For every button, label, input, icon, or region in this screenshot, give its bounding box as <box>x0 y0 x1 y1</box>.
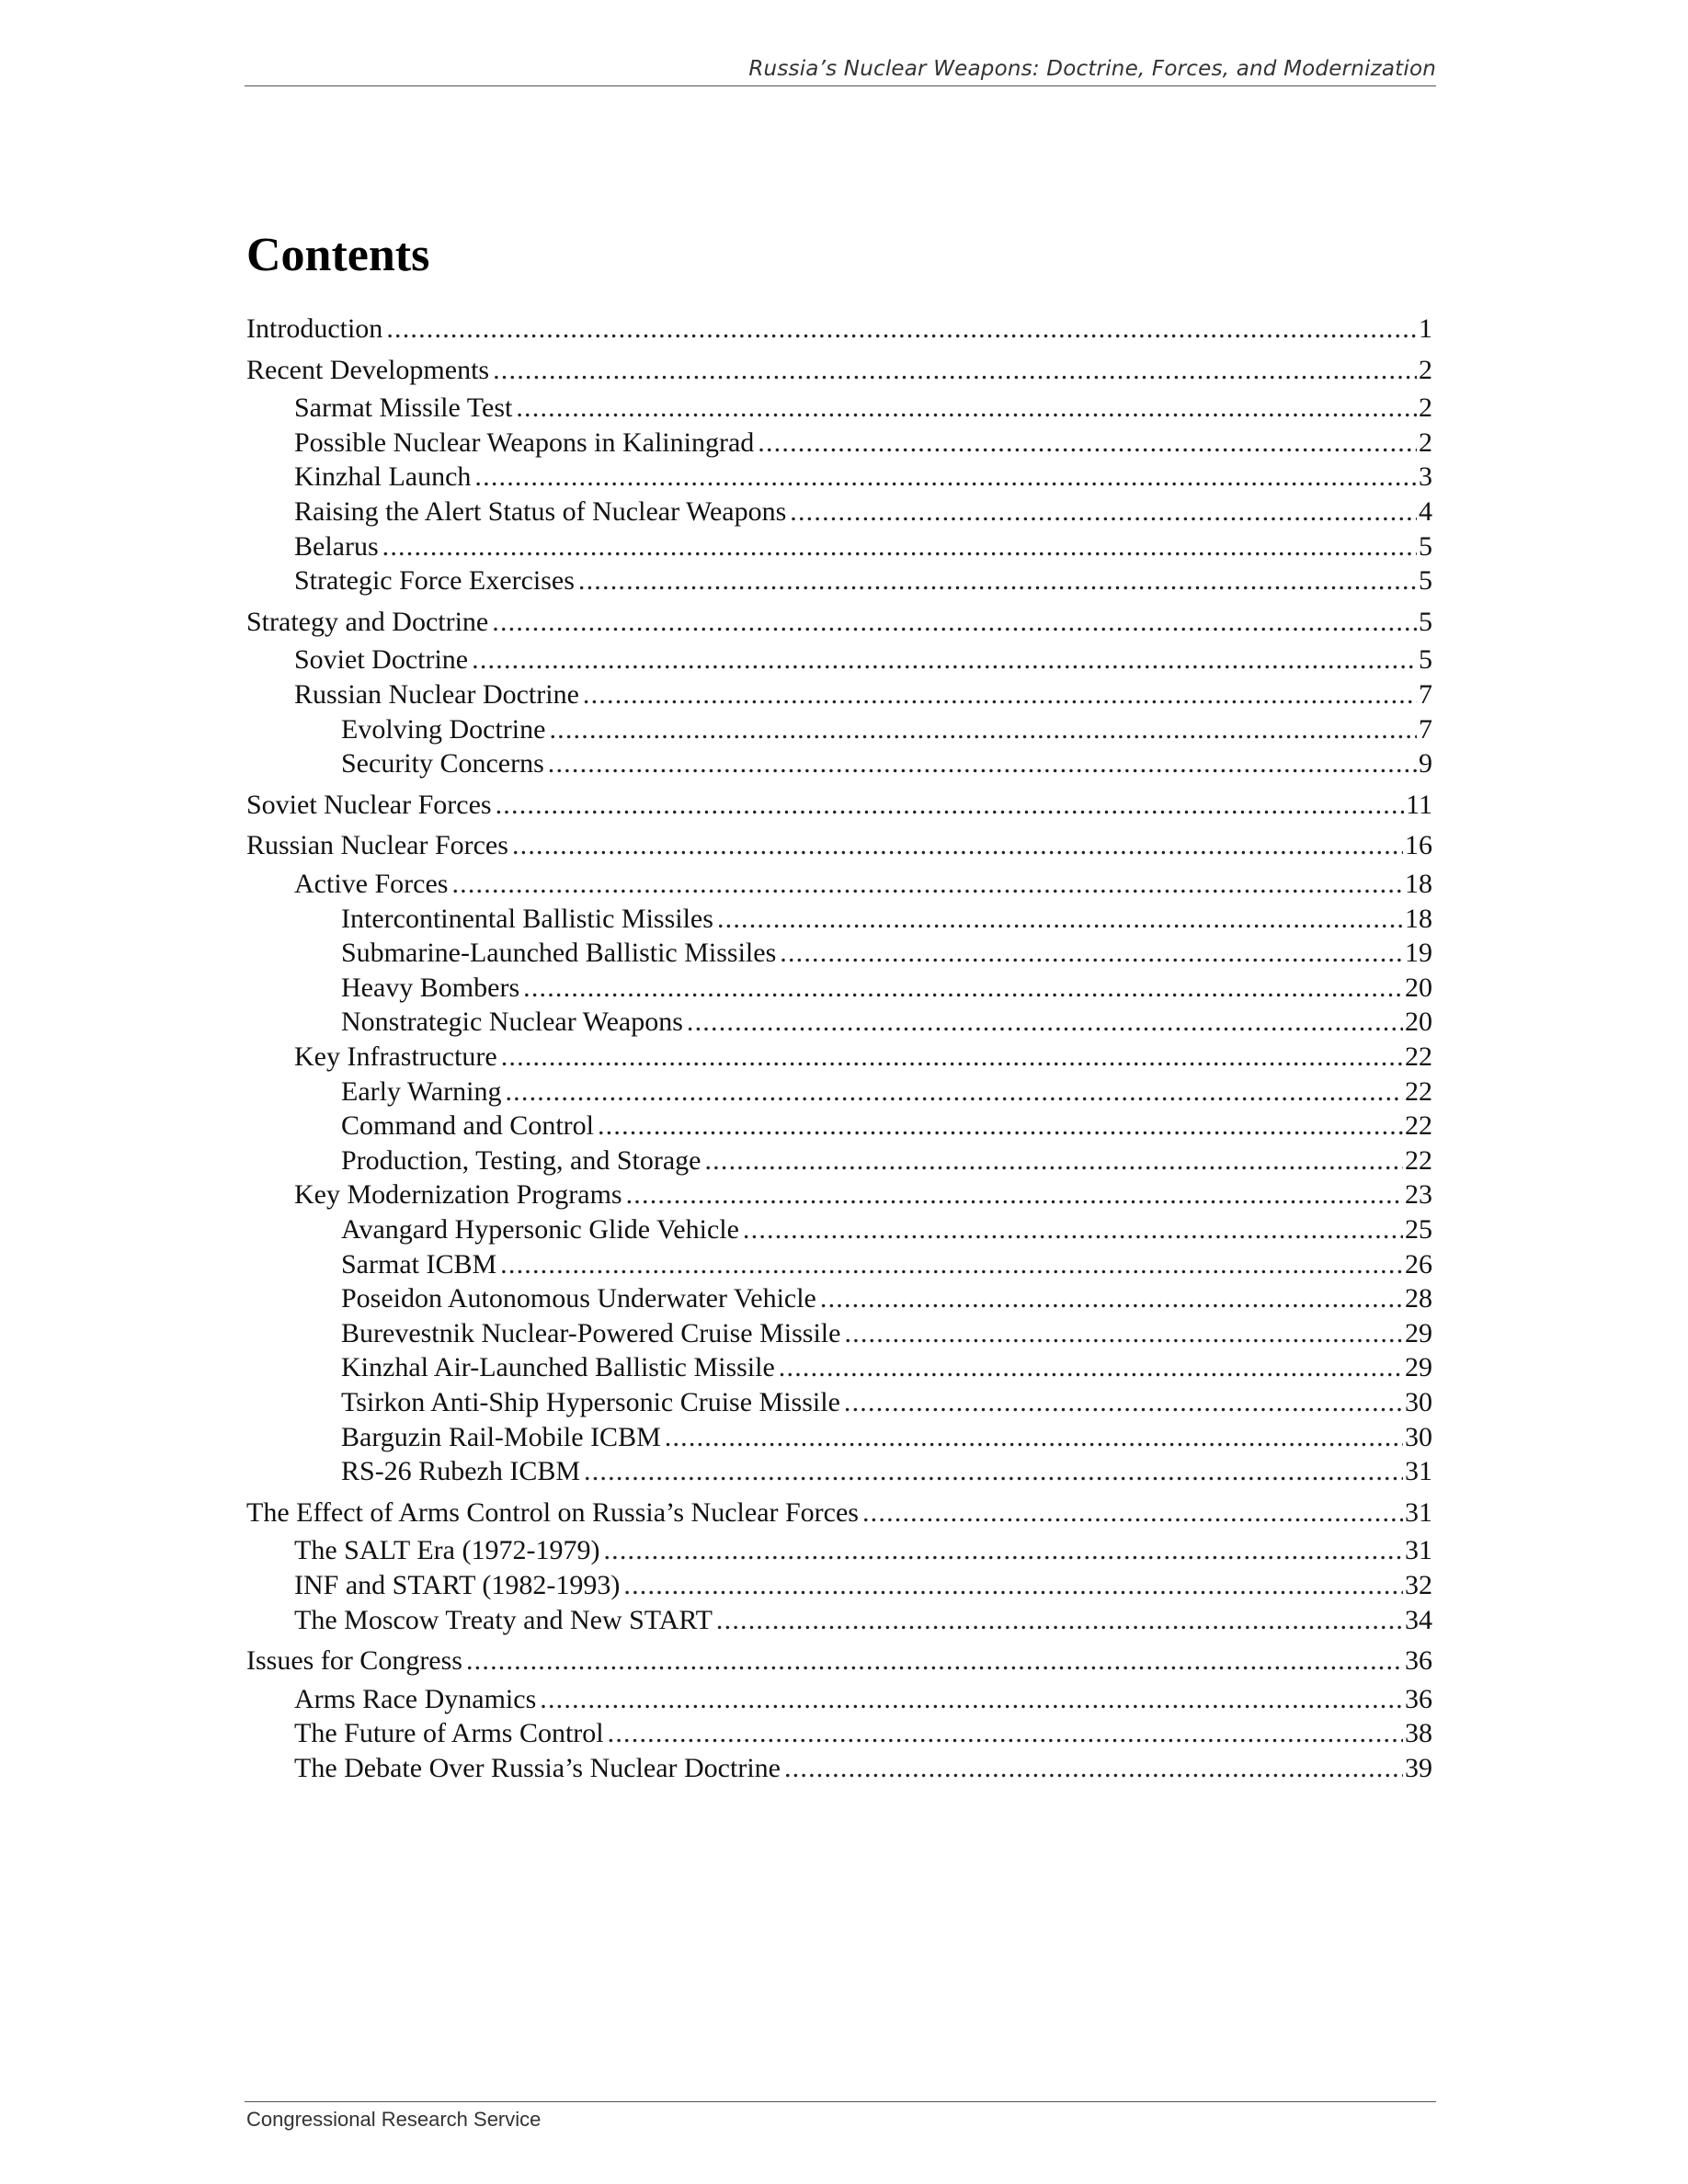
toc-entry[interactable] <box>246 1683 1432 1716</box>
toc-entry[interactable] <box>246 530 1432 563</box>
toc-entry[interactable] <box>246 392 1432 425</box>
toc-entry[interactable] <box>246 1075 1432 1109</box>
toc-leader-dots <box>512 829 1403 862</box>
toc-entry[interactable] <box>246 829 1432 862</box>
toc-entry[interactable] <box>246 1752 1432 1785</box>
toc-entry-label: Russian Nuclear Forces <box>246 830 508 861</box>
toc-leader-dots <box>687 1006 1403 1039</box>
toc-entry[interactable] <box>246 868 1432 901</box>
toc-leader-dots <box>717 903 1403 936</box>
toc-entry-page: 39 <box>1405 1753 1432 1783</box>
toc-entry[interactable] <box>246 972 1432 1005</box>
toc-leader-dots <box>451 868 1403 901</box>
toc-entry-page: 3 <box>1419 461 1432 493</box>
toc-leader-dots <box>790 495 1417 529</box>
toc-entry[interactable] <box>246 1144 1432 1177</box>
toc-entry-page: 2 <box>1419 392 1432 424</box>
footer-rule <box>245 2101 1436 2102</box>
toc-entry[interactable] <box>246 903 1432 936</box>
toc-entry[interactable] <box>246 713 1432 746</box>
toc-leader-dots <box>548 747 1417 780</box>
toc-leader-dots <box>466 1644 1403 1678</box>
toc-entry-label: Belarus <box>294 530 379 562</box>
toc-entry-page: 5 <box>1419 565 1432 597</box>
toc-entry[interactable] <box>246 1282 1432 1315</box>
toc-entry[interactable] <box>246 606 1432 639</box>
toc-entry-page: 5 <box>1419 530 1432 562</box>
toc-entry[interactable] <box>246 1178 1432 1211</box>
toc-entry-page: 32 <box>1405 1570 1432 1600</box>
toc-entry[interactable] <box>246 937 1432 970</box>
toc-entry-label: The Debate Over Russia’s Nuclear Doctrine <box>294 1753 781 1783</box>
toc-entry-label: Issues for Congress <box>246 1645 462 1677</box>
toc-entry[interactable] <box>246 1317 1432 1350</box>
toc-entry-label: Evolving Doctrine <box>341 713 546 745</box>
toc-entry[interactable] <box>246 1496 1432 1530</box>
toc-leader-dots <box>492 606 1417 639</box>
toc-entry-page: 22 <box>1405 1075 1432 1107</box>
toc-leader-dots <box>584 1455 1403 1488</box>
toc-entry-label: Recent Developments <box>246 354 490 385</box>
toc-entry-page: 31 <box>1405 1456 1432 1487</box>
toc-leader-dots <box>500 1248 1403 1281</box>
toc-entry[interactable] <box>246 747 1432 780</box>
toc-leader-dots <box>386 313 1417 346</box>
toc-entry-label: Early Warning <box>341 1075 502 1107</box>
toc-leader-dots <box>501 1041 1403 1074</box>
toc-entry-label: Sarmat ICBM <box>341 1248 497 1280</box>
toc-entry-label: Arms Race Dynamics <box>294 1683 537 1714</box>
toc-entry-page: 5 <box>1419 644 1432 676</box>
toc-entry-label: RS-26 Rubezh ICBM <box>341 1456 581 1487</box>
toc-leader-dots <box>505 1075 1403 1109</box>
toc-entry-label: Key Modernization Programs <box>294 1179 622 1211</box>
toc-entry-page: 30 <box>1405 1421 1432 1452</box>
toc-leader-dots <box>598 1109 1403 1143</box>
toc-entry-label: Command and Control <box>341 1110 594 1142</box>
toc-entry-page: 34 <box>1405 1604 1432 1635</box>
toc-leader-dots <box>844 1317 1403 1350</box>
toc-leader-dots <box>780 937 1403 970</box>
toc-entry-label: The Future of Arms Control <box>294 1718 604 1749</box>
toc-entry[interactable] <box>246 1041 1432 1074</box>
toc-entry-page: 1 <box>1419 313 1432 344</box>
toc-leader-dots <box>779 1351 1403 1384</box>
toc-entry-label: Raising the Alert Status of Nuclear Weapons <box>294 496 787 527</box>
toc-entry-page: 29 <box>1405 1317 1432 1348</box>
toc-leader-dots <box>704 1144 1403 1177</box>
toc-leader-dots <box>862 1496 1403 1530</box>
toc-leader-dots <box>608 1717 1403 1750</box>
toc-entry-page: 23 <box>1405 1179 1432 1211</box>
toc-entry-page: 2 <box>1419 427 1432 458</box>
footer-source: Congressional Research Service <box>246 2108 542 2131</box>
toc-entry-label: Possible Nuclear Weapons in Kaliningrad <box>294 427 755 458</box>
toc-leader-dots <box>820 1282 1403 1315</box>
toc-entry-page: 26 <box>1405 1248 1432 1280</box>
toc-leader-dots <box>603 1534 1403 1567</box>
toc-entry-label: Strategy and Doctrine <box>246 606 489 637</box>
toc-entry[interactable] <box>246 1534 1432 1567</box>
toc-entry[interactable] <box>246 1006 1432 1039</box>
toc-leader-dots <box>583 678 1417 711</box>
toc-leader-dots <box>516 392 1417 425</box>
toc-entry[interactable] <box>246 1455 1432 1488</box>
toc-entry-page: 38 <box>1405 1718 1432 1749</box>
toc-entry-label: Production, Testing, and Storage <box>341 1144 701 1176</box>
toc-entry-page: 36 <box>1405 1683 1432 1714</box>
toc-entry[interactable] <box>246 1644 1432 1678</box>
toc-leader-dots <box>743 1213 1403 1246</box>
toc-entry-page: 18 <box>1405 903 1432 934</box>
toc-entry-page: 30 <box>1405 1387 1432 1417</box>
toc-entry[interactable] <box>246 643 1432 677</box>
toc-entry-page: 28 <box>1405 1283 1432 1314</box>
toc-entry-label: Barguzin Rail-Mobile ICBM <box>341 1421 661 1452</box>
toc-entry-page: 22 <box>1405 1041 1432 1072</box>
toc-entry-page: 7 <box>1419 679 1432 710</box>
toc-entry-page: 36 <box>1405 1645 1432 1677</box>
toc-leader-dots <box>784 1752 1403 1785</box>
toc-leader-dots <box>626 1178 1403 1211</box>
toc-entry-label: Introduction <box>246 313 383 344</box>
toc-entry-page: 25 <box>1405 1214 1432 1245</box>
toc-entry-page: 20 <box>1405 1007 1432 1038</box>
toc-entry-label: Burevestnik Nuclear-Powered Cruise Missile <box>341 1317 841 1348</box>
toc-leader-dots <box>496 789 1405 822</box>
toc-entry-page: 9 <box>1419 748 1432 779</box>
toc-leader-dots <box>623 1569 1403 1602</box>
toc-entry[interactable] <box>246 1351 1432 1384</box>
toc-entry-label: Russian Nuclear Doctrine <box>294 679 579 710</box>
toc-entry-label: Soviet Doctrine <box>294 644 469 676</box>
toc-entry[interactable] <box>246 1109 1432 1143</box>
toc-leader-dots <box>472 643 1417 677</box>
toc-entry-page: 31 <box>1405 1535 1432 1566</box>
toc-leader-dots <box>578 564 1417 597</box>
toc-leader-dots <box>474 461 1417 494</box>
toc-entry-label: Strategic Force Exercises <box>294 565 575 597</box>
toc-leader-dots <box>493 354 1417 387</box>
toc-entry-label: Active Forces <box>294 869 449 899</box>
toc-entry[interactable] <box>246 1213 1432 1246</box>
toc-entry-page: 7 <box>1419 713 1432 745</box>
toc-entry-label: Heavy Bombers <box>341 972 520 1003</box>
toc-entry-label: INF and START (1982-1993) <box>294 1570 621 1600</box>
toc-entry-label: The Moscow Treaty and New START <box>294 1604 713 1635</box>
toc-entry-label: Sarmat Missile Test <box>294 392 513 424</box>
toc-entry-page: 20 <box>1405 972 1432 1003</box>
header-rule <box>245 85 1436 86</box>
toc-entry[interactable] <box>246 1386 1432 1419</box>
toc-entry-label: Key Infrastructure <box>294 1041 497 1072</box>
toc-entry[interactable] <box>246 1248 1432 1281</box>
toc-entry-label: Security Concerns <box>341 748 544 779</box>
toc-entry-page: 19 <box>1405 938 1432 969</box>
toc-entry[interactable] <box>246 427 1432 460</box>
toc-leader-dots <box>758 427 1417 460</box>
toc-entry-page: 22 <box>1405 1144 1432 1176</box>
toc-entry[interactable] <box>246 1569 1432 1602</box>
page-title: Contents <box>246 229 430 281</box>
toc-leader-dots <box>844 1386 1403 1419</box>
toc-entry[interactable] <box>246 1717 1432 1750</box>
toc-entry[interactable] <box>246 564 1432 597</box>
toc-entry[interactable] <box>246 313 1432 346</box>
toc-entry-page: 29 <box>1405 1352 1432 1383</box>
toc-entry-label: Submarine-Launched Ballistic Missiles <box>341 938 777 969</box>
toc-entry-label: The SALT Era (1972-1979) <box>294 1535 600 1566</box>
toc-entry[interactable] <box>246 461 1432 494</box>
toc-entry-page: 2 <box>1419 354 1432 385</box>
toc-entry-label: The Effect of Arms Control on Russia’s Nuclear Forces <box>246 1496 859 1528</box>
toc-entry-page: 22 <box>1405 1110 1432 1142</box>
toc-entry-label: Intercontinental Ballistic Missiles <box>341 903 713 934</box>
toc-entry-label: Poseidon Autonomous Underwater Vehicle <box>341 1283 816 1314</box>
toc-entry-label: Kinzhal Launch <box>294 461 472 493</box>
toc-entry-label: Avangard Hypersonic Glide Vehicle <box>341 1214 739 1245</box>
toc-entry-label: Nonstrategic Nuclear Weapons <box>341 1007 683 1038</box>
toc-entry-page: 5 <box>1419 606 1432 637</box>
toc-entry[interactable] <box>246 495 1432 529</box>
toc-leader-dots <box>716 1604 1403 1637</box>
toc-leader-dots <box>549 713 1417 746</box>
toc-entry-label: Tsirkon Anti-Ship Hypersonic Cruise Missile <box>341 1387 840 1417</box>
toc-entry[interactable] <box>246 354 1432 387</box>
toc-entry[interactable] <box>246 789 1432 822</box>
toc-entry-page: 11 <box>1406 789 1432 820</box>
toc-entry[interactable] <box>246 678 1432 711</box>
toc-entry-page: 18 <box>1405 869 1432 899</box>
toc-entry-label: Soviet Nuclear Forces <box>246 789 492 820</box>
toc-entry-page: 31 <box>1405 1496 1432 1528</box>
toc-leader-dots <box>665 1421 1403 1454</box>
toc-entry-page: 4 <box>1419 496 1432 527</box>
running-header: Russia’s Nuclear Weapons: Doctrine, Forces, and Modernization <box>748 57 1436 81</box>
toc-leader-dots <box>523 972 1403 1005</box>
toc-entry-page: 16 <box>1405 830 1432 861</box>
toc-leader-dots <box>382 530 1417 563</box>
toc-entry-label: Kinzhal Air-Launched Ballistic Missile <box>341 1352 775 1383</box>
toc-entry[interactable] <box>246 1604 1432 1637</box>
toc-entry[interactable] <box>246 1421 1432 1454</box>
toc-leader-dots <box>540 1683 1403 1716</box>
